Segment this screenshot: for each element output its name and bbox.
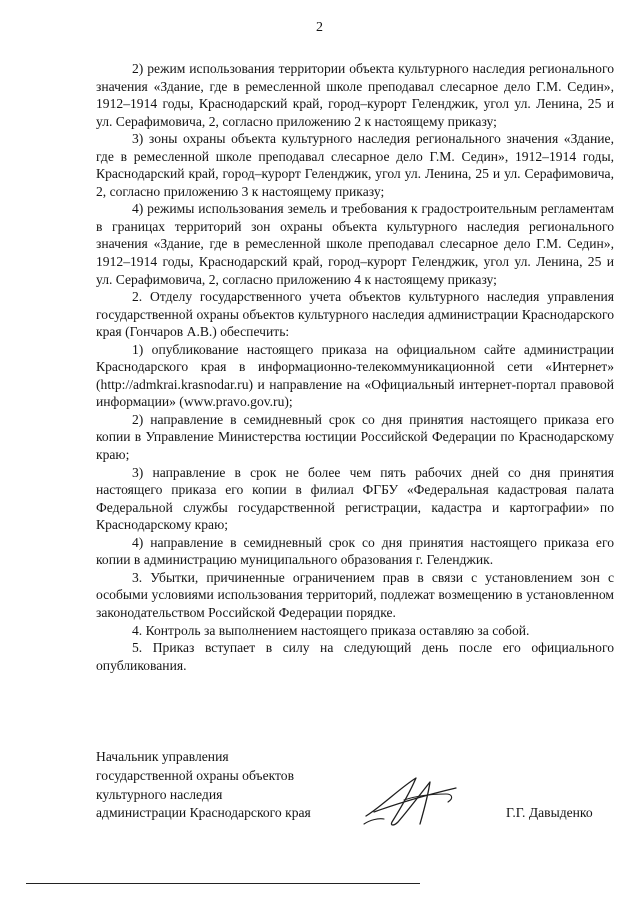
signatory-title-line: государственной охраны объектов (96, 767, 295, 783)
handwritten-signature (360, 772, 470, 832)
signatory-name: Г.Г. Давыденко (506, 805, 593, 820)
paragraph-gelendzhik-administration: 4) направление в семидневный срок со дня принятия настоящего приказа его копии в администрацию муниципального образования г. Геленджик. (96, 534, 614, 568)
paragraph-cadastral-chamber: 3) направление в срок не более чем пять рабочих дней со дня принятия настоящего приказа его копии в филиал ФГБУ «Федеральная кадастровая палата Федеральной службы государственной регистрации, кадастра и картографии» по Краснодарскому краю; (96, 464, 614, 533)
paragraph-section-5-effective-date: 5. Приказ вступает в силу на следующий день после его официального опубликования. (96, 640, 614, 673)
paragraph-section-2-department: 2. Отделу государственного учета объектов культурного наследия управления государственной охраны объектов культурного наследия администрации Краснодарского края (Гончаров А.В.) обеспечить: (96, 289, 614, 340)
paragraph-section-3-losses: 3. Убытки, причиненные ограничением прав в связи с установлением зон с особыми условиями использования территорий, подлежат возмещению в установленном законодательством Российской Федерации порядке. (96, 569, 614, 620)
paragraph-item-3-protection-zones: 3) зоны охраны объекта культурного наследия регионального значения «Здание, где в ремесленной школе преподавал слесарное дело Г.М. Седин», 1912–1914 годы, Краснодарский край, город–курорт Геленджик, угол ул. Ленина, 25 и ул. Серафимовича, 2, согласно приложению 3 к настоящему приказу; (96, 131, 614, 199)
paragraph-item-2-territory-regime: 2) режим использования территории объекта культурного наследия регионального значения «Здание, где в ремесленной школе преподавал слесарное дело Г.М. Седин», 1912–1914 годы, Краснодарский край, город–курорт Геленджик, угол ул. Ленина, 25 и ул. Серафимовича, 2, согласно приложению 2 к настоящему приказу; (96, 61, 614, 129)
signatory-title-line: культурного наследия (96, 786, 223, 802)
page-number: 2 (316, 20, 323, 35)
footer-divider (26, 883, 420, 884)
paragraph-ministry-of-justice: 2) направление в семидневный срок со дня принятия настоящего приказа его копии в Управление Министерства юстиции Российской Федерации по Краснодарскому краю; (96, 411, 614, 463)
paragraph-section-4-control: 4. Контроль за выполнением настоящего приказа оставляю за собой. (132, 622, 530, 638)
signatory-title-line: администрации Краснодарского края (96, 805, 311, 821)
signatory-title (96, 748, 311, 823)
paragraph-item-4-land-use-regimes: 4) режимы использования земель и требования к градостроительным регламентам в границах территорий зон охраны объекта культурного наследия регионального значения «Здание, где в ремесленной школе преподавал слесарное дело Г.М. Седин», 1912–1914 годы, Краснодарский край, город–курорт Геленджик, угол ул. Ленина, 25 и ул. Серафимовича, 2, согласно приложению 4 к настоящему приказу; (96, 201, 614, 287)
order-body (96, 60, 614, 674)
paragraph-publication: 1) опубликование настоящего приказа на официальном сайте администрации Краснодарского края в информационно-телекоммуникационной сети «Интернет» (http://admkrai.krasnodar.ru) и направление на «Официальный интернет-портал правовой информации» (www.pravo.gov.ru); (96, 341, 614, 410)
signatory-title-line: Начальник управления (96, 749, 229, 764)
